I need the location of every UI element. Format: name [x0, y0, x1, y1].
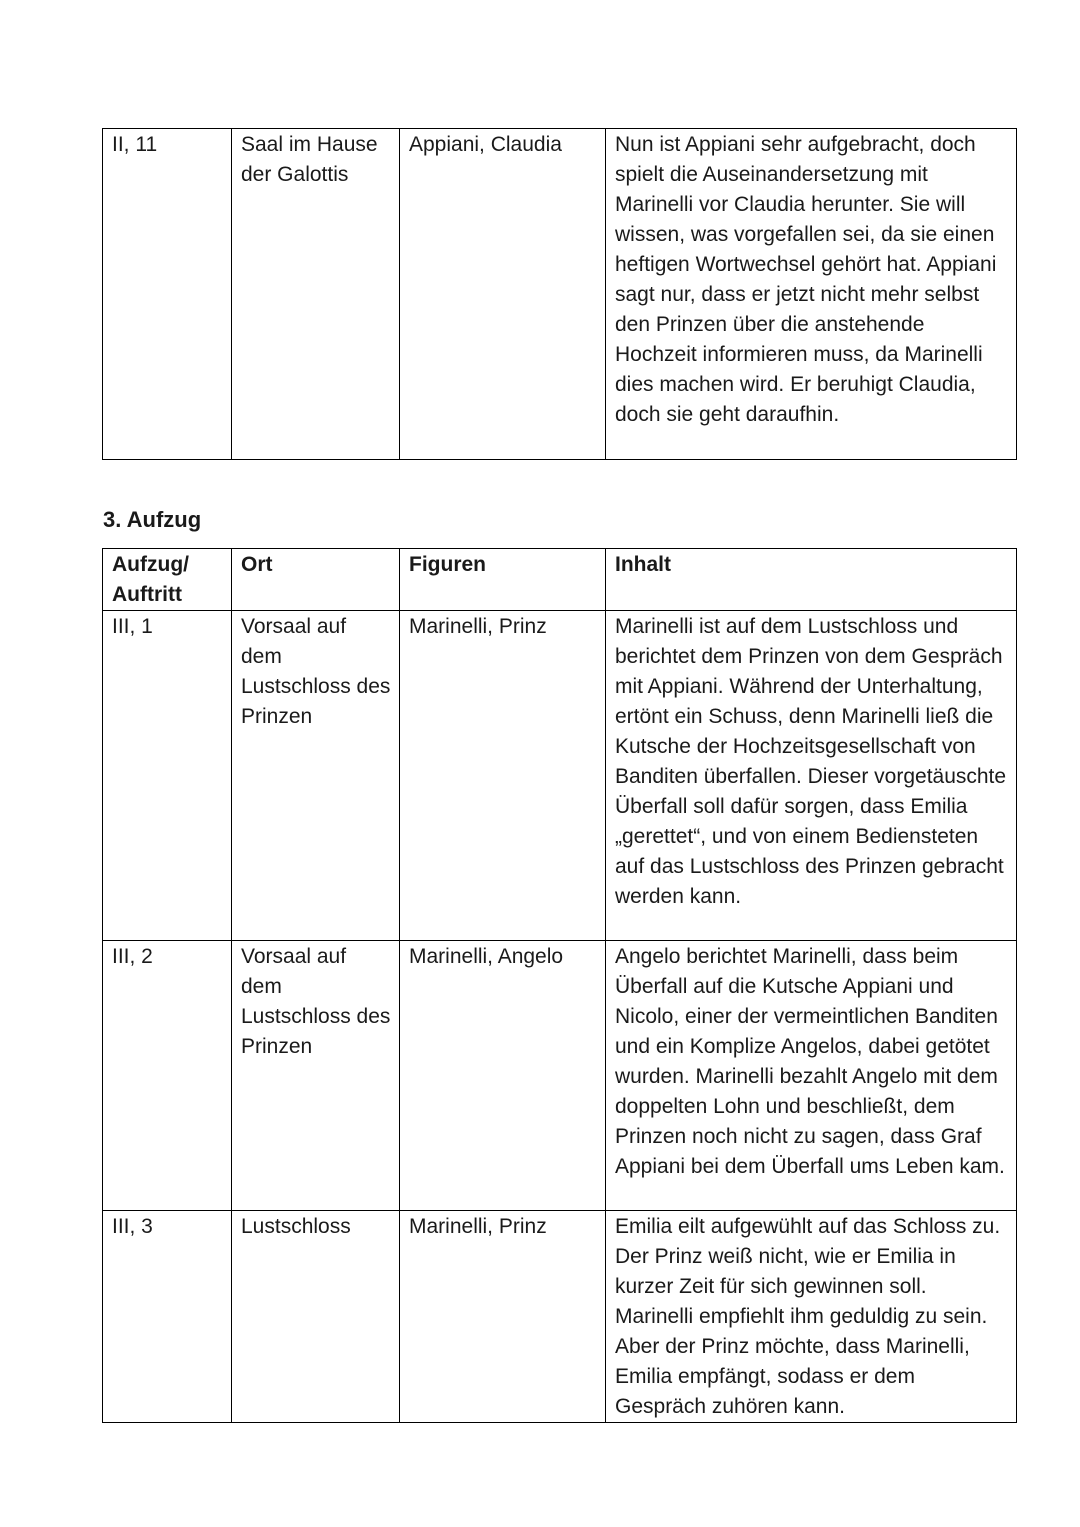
table-header-row — [103, 549, 1017, 611]
table-row — [103, 611, 1017, 941]
scene-table-act-3 — [102, 548, 1017, 1423]
content-cell: Angelo berichtet Marinelli, dass beim Überfall auf die Kutsche Appiani und Nicolo, einer der vermeintlichen Banditen und ein Komplize Angelos, dabei getötet wurden. Marinelli bezahlt Angelo mit dem doppelten Lohn und beschließt, dem Prinzen noch nicht zu sagen, dass Graf Appiani bei dem Überfall ums Leben kam. — [606, 941, 1017, 1211]
place-cell: Vorsaal auf dem Lustschloss des Prinzen — [232, 611, 400, 941]
content-cell: Marinelli ist auf dem Lustschloss und berichtet dem Prinzen von dem Gespräch mit Appiani. Während der Unterhaltung, ertönt ein Schuss, denn Marinelli ließ die Kutsche der Hochzeitsgesellschaft von Banditen überfallen. Dieser vorgetäuschte Überfall soll dafür sorgen, dass Emilia „gerettet“, und von einem Bediensteten auf das Lustschloss des Prinzen gebracht werden kann. — [606, 611, 1017, 941]
header-characters: Figuren — [400, 549, 606, 611]
act-scene-cell: III, 3 — [103, 1211, 232, 1423]
section-heading: 3. Aufzug — [103, 507, 202, 532]
table-row — [103, 941, 1017, 1211]
place-cell: Vorsaal auf dem Lustschloss des Prinzen — [232, 941, 400, 1211]
place-cell: Lustschloss — [232, 1211, 400, 1423]
header-place: Ort — [232, 549, 400, 611]
table-row — [103, 129, 1017, 460]
content-cell: Nun ist Appiani sehr aufgebracht, doch spielt die Auseinandersetzung mit Marinelli vor Claudia herunter. Sie will wissen, was vorgefallen sei, da sie einen heftigen Wortwechsel gehört hat. Appiani sagt nur, dass er jetzt nicht mehr selbst den Prinzen über die anstehende Hochzeit informieren muss, da Marinelli dies machen wird. Er beruhigt Claudia, doch sie geht daraufhin. — [606, 129, 1017, 460]
content-cell: Emilia eilt aufgewühlt auf das Schloss zu. Der Prinz weiß nicht, wie er Emilia in kurzer Zeit für sich gewinnen soll. Marinelli empfiehlt ihm geduldig zu sein. Aber der Prinz möchte, dass Marinelli, Emilia empfängt, sodass er dem Gespräch zuhören kann. — [606, 1211, 1017, 1423]
act-scene-cell: II, 11 — [103, 129, 232, 460]
act-scene-cell: III, 2 — [103, 941, 232, 1211]
characters-cell: Marinelli, Prinz — [400, 611, 606, 941]
table-row — [103, 1211, 1017, 1423]
characters-cell: Marinelli, Prinz — [400, 1211, 606, 1423]
place-cell: Saal im Hause der Galottis — [232, 129, 400, 460]
act-scene-cell: III, 1 — [103, 611, 232, 941]
scene-table-act-2 — [102, 128, 1017, 460]
characters-cell: Marinelli, Angelo — [400, 941, 606, 1211]
header-content: Inhalt — [606, 549, 1017, 611]
characters-cell: Appiani, Claudia — [400, 129, 606, 460]
header-act-scene: Aufzug/ Auftritt — [103, 549, 232, 611]
